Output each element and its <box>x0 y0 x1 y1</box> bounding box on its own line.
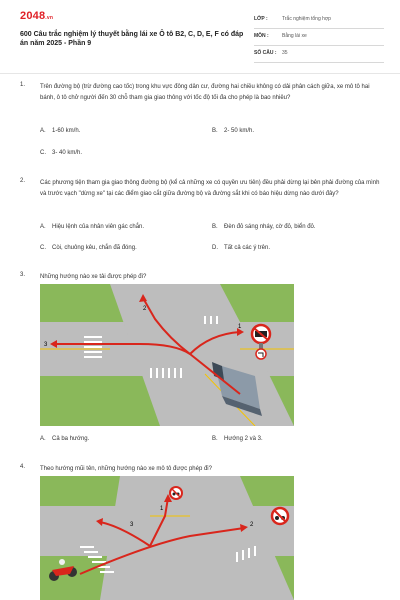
answer-option-b[interactable] <box>212 224 316 230</box>
question-number: 4. <box>20 464 26 470</box>
question-number: 1. <box>20 82 26 88</box>
option-letter: A. <box>40 224 46 230</box>
option-text: Còi, chuông kêu, chắn đã đóng. <box>52 245 137 251</box>
direction-label: 3 <box>130 522 134 528</box>
intersection-figure-q3 <box>40 284 294 426</box>
question-2 <box>20 178 382 258</box>
answer-option-b[interactable] <box>212 128 254 134</box>
no-motorcycle-sign-icon <box>170 487 182 499</box>
question-text: Theo hướng mũi tên, những hướng nào xe mô tô được phép đi? <box>40 466 212 472</box>
meta-table <box>254 12 384 63</box>
question-1 <box>20 82 382 162</box>
option-text: 2- 50 km/h. <box>224 128 255 134</box>
intersection-diagram <box>40 284 294 426</box>
answer-option-c[interactable] <box>40 245 137 251</box>
option-letter: B. <box>212 436 218 442</box>
page-header <box>20 10 382 66</box>
option-letter: D. <box>212 245 218 251</box>
answer-option-a[interactable] <box>40 436 89 442</box>
answer-option-a[interactable] <box>40 128 80 134</box>
option-text: Hướng 2 và 3. <box>224 436 263 442</box>
question-3-options <box>20 436 382 446</box>
logo-suffix: .vn <box>45 15 54 21</box>
option-letter: B. <box>212 128 218 134</box>
no-truck-sign-icon <box>252 325 270 343</box>
meta-value: 35 <box>282 50 288 56</box>
question-text: Các phương tiện tham gia giao thông đường bộ (kể cả những xe có quyền ưu tiên) đều phải dừng lại bên phải đường của mình và trước vạch "dừng xe" tại các điểm giao cắt giữa đường bộ và đường sắt khi có báo hiệu dừng nào dưới đây? <box>40 180 380 197</box>
option-text: Tất cả các ý trên. <box>224 245 271 251</box>
answer-option-d[interactable] <box>212 245 270 251</box>
direction-label: 2 <box>250 522 254 528</box>
option-letter: A. <box>40 436 46 442</box>
header-divider <box>0 73 400 74</box>
meta-value: Bằng lái xe <box>282 33 307 39</box>
answer-option-c[interactable] <box>40 150 82 156</box>
direction-label: 2 <box>143 306 147 312</box>
option-text: Hiệu lệnh của nhân viên gác chắn. <box>52 224 145 230</box>
question-number: 3. <box>20 272 26 278</box>
question-text: Những hướng nào xe tải được phép đi? <box>40 274 147 280</box>
meta-key: LỚP : <box>254 16 268 22</box>
direction-label: 1 <box>160 506 164 512</box>
option-text: Cả ba hướng. <box>52 436 90 442</box>
no-motorcycle-sign-icon <box>272 508 288 524</box>
option-letter: C. <box>40 245 46 251</box>
option-text: Đèn đỏ sáng nháy, cờ đỏ, biển đỏ. <box>224 224 316 230</box>
meta-row-count <box>254 46 384 63</box>
meta-row-class <box>254 12 384 29</box>
answer-option-b[interactable] <box>212 436 263 442</box>
direction-label: 3 <box>44 342 48 348</box>
logo-text: 2048 <box>20 10 46 22</box>
option-letter: B. <box>212 224 218 230</box>
question-number: 2. <box>20 178 26 184</box>
page-title: 600 Câu trắc nghiệm lý thuyết bằng lái xe Ô tô B2, C, D, E, F có đáp án năm 2025 - Phần 9 <box>20 31 244 47</box>
option-text: 3- 40 km/h. <box>52 150 83 156</box>
meta-value: Trắc nghiệm tổng hợp <box>282 16 331 22</box>
answer-option-a[interactable] <box>40 224 144 230</box>
no-left-turn-sign-icon <box>256 349 266 359</box>
meta-key: MÔN : <box>254 33 269 39</box>
option-text: 1-60 km/h. <box>52 128 81 134</box>
question-text: Trên đường bộ (trừ đường cao tốc) trong khu vực đông dân cư, đường hai chiều không có dải phân cách giữa, xe mô tô hai bánh, ô tô chở người đến 30 chỗ tham gia giao thông với tốc độ tối đa cho phép là bao nhiêu? <box>40 84 370 101</box>
option-letter: A. <box>40 128 46 134</box>
meta-key: SỐ CÂU : <box>254 50 277 56</box>
meta-row-subject <box>254 29 384 46</box>
intersection-diagram <box>40 476 294 600</box>
direction-label: 1 <box>238 324 242 330</box>
intersection-figure-q4 <box>40 476 294 600</box>
option-letter: C. <box>40 150 46 156</box>
site-logo[interactable] <box>20 10 53 22</box>
